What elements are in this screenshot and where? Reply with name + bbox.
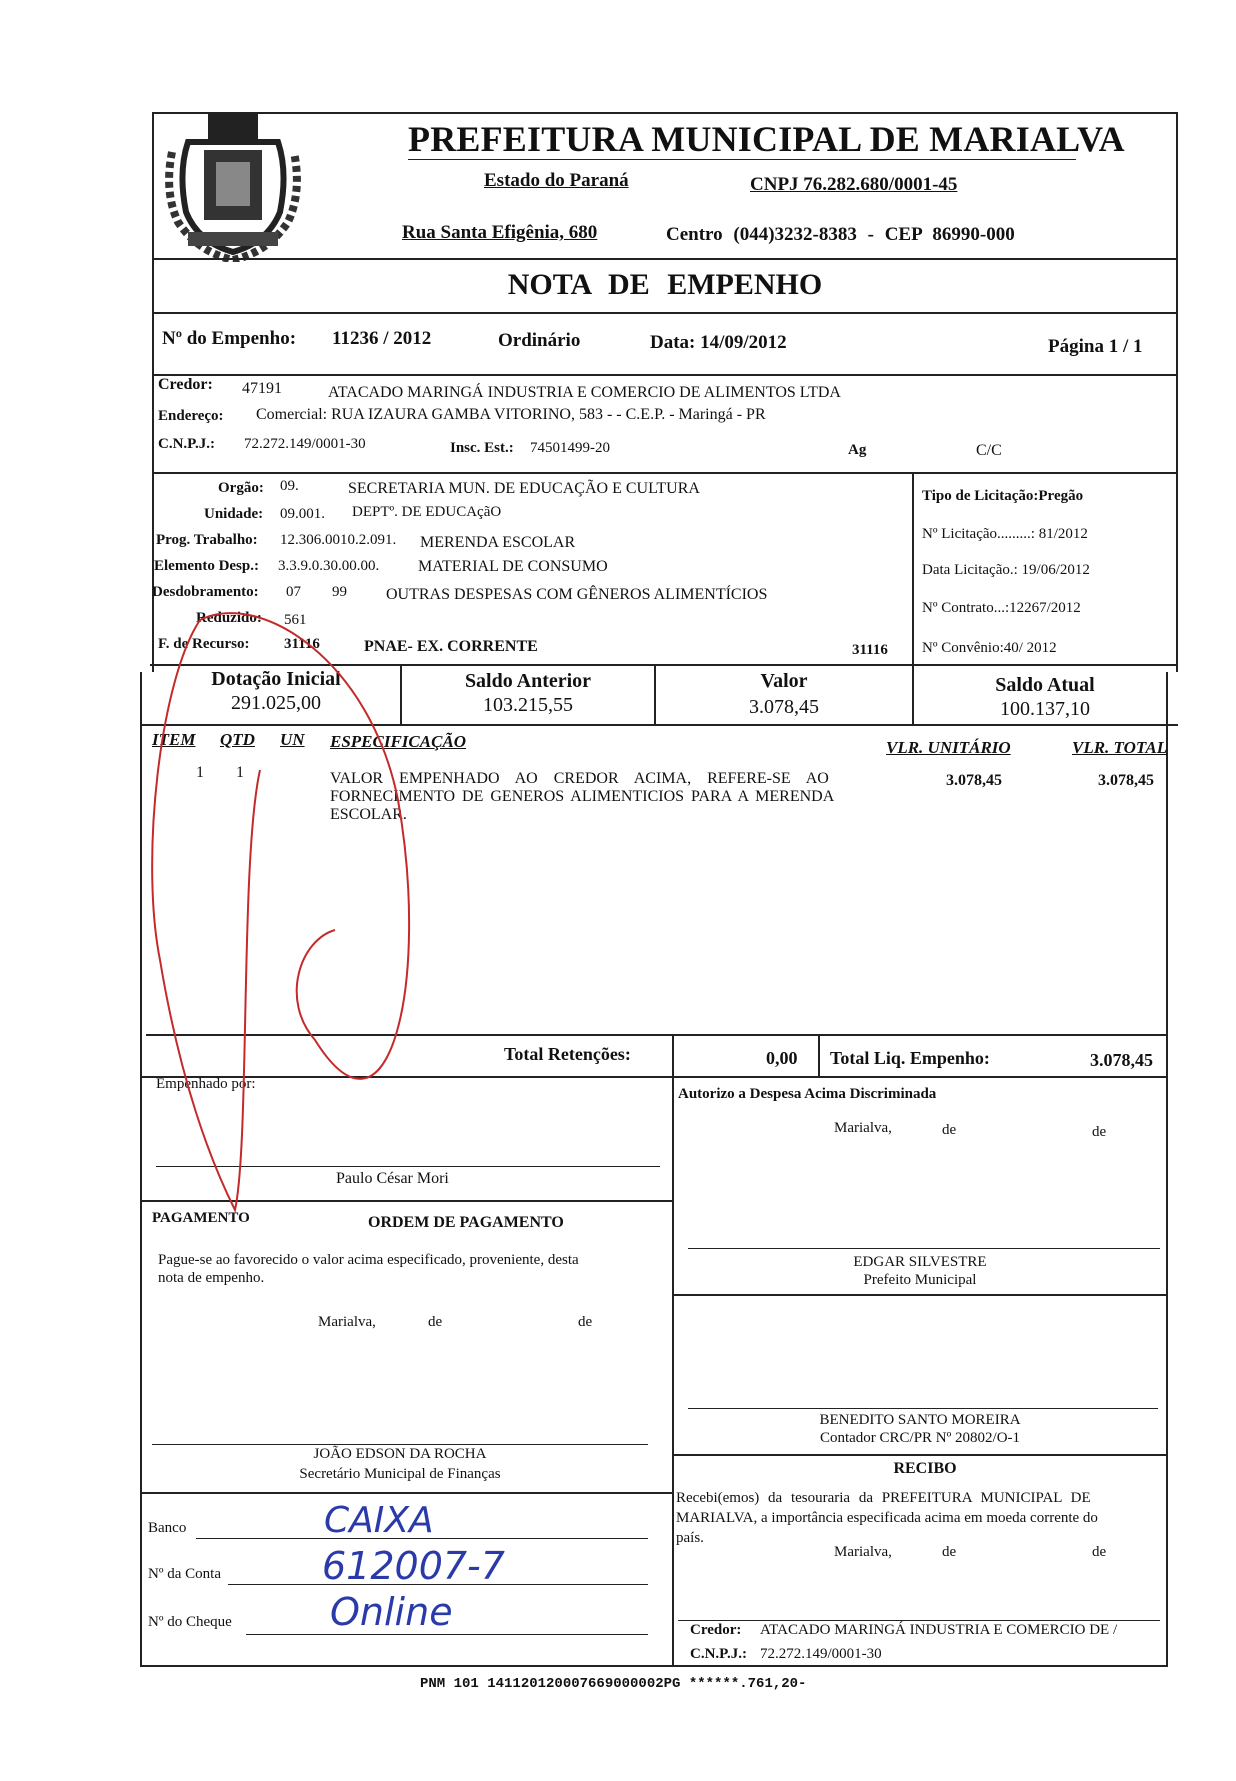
recibo-de2: de (1092, 1544, 1107, 1560)
total-liquido-value: 3.078,45 (1090, 1050, 1153, 1070)
pagamento-label: PAGAMENTO (152, 1210, 250, 1226)
recibo-text-line3: país. (676, 1530, 704, 1546)
desd-b: 99 (332, 584, 347, 600)
credor-code: 47191 (242, 380, 282, 397)
cc-label: C/C (976, 442, 1002, 459)
saldo-anterior-value: 103.215,55 (483, 694, 573, 716)
credor-insc: 74501499-20 (530, 440, 610, 456)
totais-vdiv-1 (672, 1034, 674, 1078)
autorizo-place: Marialva, (834, 1120, 892, 1136)
frame-bottom (140, 1665, 1168, 1667)
totais-vdiv-2 (818, 1034, 820, 1078)
recurso-code-right: 31116 (852, 642, 888, 658)
recibo-credor-label: Credor: (690, 1622, 742, 1638)
dotacao-value: 291.025,00 (231, 692, 321, 714)
elem-label: Elemento Desp.: (154, 558, 259, 574)
recibo-title: RECIBO (893, 1460, 957, 1477)
orgao-code: 09. (280, 478, 299, 494)
item-vlr-unit: 3.078,45 (946, 772, 1002, 789)
pagamento-text-line1: Pague-se ao favorecido o valor acima especificado, proveniente, desta (158, 1252, 579, 1268)
pagamento-de1: de (428, 1314, 443, 1330)
recibo-sign-line (678, 1620, 1160, 1621)
empenho-number-label: Nº do Empenho: (162, 328, 297, 349)
pagamento-de2: de (578, 1314, 593, 1330)
banco-label: Banco (148, 1520, 187, 1536)
saldo-anterior-label: Saldo Anterior (464, 670, 592, 692)
saldo-atual-label: Saldo Atual (995, 674, 1095, 696)
item-espec-line2: FORNECIMENTO DE GENEROS ALIMENTICIOS PARA A MERENDA (330, 788, 835, 805)
contador-role: Contador CRC/PR Nº 20802/O-1 (819, 1430, 1021, 1446)
municipal-coat-of-arms-icon (158, 102, 308, 262)
reduzido-label: Reduzido: (196, 610, 262, 626)
frame-right (1176, 112, 1178, 672)
pagamento-place: Marialva, (318, 1314, 376, 1330)
licitacao-convenio: Nº Convênio:40/ 2012 (922, 640, 1057, 656)
conta-handwritten: 612007-7 (322, 1544, 505, 1588)
handwritten-red-mark (140, 600, 460, 1240)
col-qtd: QTD (220, 730, 255, 749)
total-retencoes-value: 0,00 (766, 1048, 798, 1068)
recibo-cnpj-label: C.N.P.J.: (690, 1646, 747, 1662)
doctitle-divider (152, 312, 1178, 314)
credor-cnpj: 72.272.149/0001-30 (244, 436, 366, 452)
valor-value: 3.078,45 (749, 696, 819, 718)
elem-code: 3.3.9.0.30.00.00. (278, 558, 380, 574)
recibo-cnpj: 72.272.149/0001-30 (760, 1646, 882, 1662)
prog-label: Prog. Trabalho: (156, 532, 258, 548)
header-district-phone-cep: Centro (044)3232-8383 - CEP 86990-000 (666, 224, 1015, 245)
header-divider (152, 258, 1178, 260)
unidade-code: 09.001. (280, 506, 325, 522)
recibo-text-line1: Recebi(emos) da tesouraria da PREFEITURA MUNICIPAL DE (676, 1490, 1091, 1506)
reduzido-code: 561 (284, 612, 307, 628)
credor-address: Comercial: RUA IZAURA GAMBA VITORINO, 583 - - C.E.P. - Maringá - PR (256, 406, 766, 423)
empenho-date: Data: 14/09/2012 (650, 332, 787, 353)
pagamento-text-line2: nota de empenho. (158, 1270, 265, 1286)
address-label: Endereço: (158, 408, 224, 424)
lower-vdivider (672, 1076, 674, 1665)
unidade-desc: DEPTº. DE EDUCAçãO (352, 504, 502, 520)
col-espec: ESPECIFICAÇÃO (330, 732, 467, 751)
secretario-sign-line (152, 1444, 648, 1445)
desd-desc: OUTRAS DESPESAS COM GÊNEROS ALIMENTÍCIOS (386, 586, 768, 603)
item-espec-line1: VALOR EMPENHADO AO CREDOR ACIMA, REFERE-SE AO (330, 770, 829, 787)
col-vlr-total: VLR. TOTAL (1072, 738, 1168, 757)
col-vlr-unit: VLR. UNITÁRIO (886, 738, 1011, 757)
prefeito-role: Prefeito Municipal (863, 1272, 977, 1288)
desd-label: Desdobramento: (152, 584, 259, 600)
orgao-label: Orgão: (218, 480, 264, 496)
autorizo-de2: de (1092, 1124, 1107, 1140)
conta-label: Nº da Conta (148, 1566, 221, 1582)
state-name: Estado do Paraná (484, 170, 629, 191)
cheque-label: Nº do Cheque (148, 1614, 232, 1630)
licitacao-tipo: Tipo de Licitação:Pregão (922, 488, 1084, 504)
secretario-role: Secretário Municipal de Finanças (299, 1466, 501, 1482)
recibo-place: Marialva, (834, 1544, 892, 1560)
cheque-line (246, 1634, 648, 1635)
empenhado-por-name: Paulo César Mori (336, 1170, 449, 1187)
item-number: 1 (196, 764, 204, 781)
cnpj-label: C.N.P.J.: (158, 436, 215, 452)
prefeito-sign-line (688, 1248, 1160, 1249)
col-un: UN (280, 730, 305, 749)
dotacao-label: Dotação Inicial (211, 668, 341, 690)
prefeito-bottom-line (672, 1294, 1168, 1296)
recurso-code: 31116 (284, 636, 320, 652)
banco-handwritten: CAIXA (324, 1500, 434, 1541)
empenhado-por-label: Empenhado por: (156, 1076, 256, 1092)
empenho-number: 11236 / 2012 (332, 328, 432, 349)
orgao-desc: SECRETARIA MUN. DE EDUCAÇÃO E CULTURA (348, 480, 700, 497)
credor-label: Credor: (158, 376, 213, 393)
cheque-handwritten: Online (330, 1590, 453, 1634)
licitacao-data: Data Licitação.: 19/06/2012 (922, 562, 1090, 578)
empenho-divider (152, 374, 1178, 376)
licitacao-numero: Nº Licitação.........: 81/2012 (922, 526, 1088, 542)
prefeito-name: EDGAR SILVESTRE (853, 1254, 987, 1270)
frame-right-lower (1166, 672, 1168, 1665)
credor-name: ATACADO MARINGÁ INDUSTRIA E COMERCIO DE ALIMENTOS LTDA (328, 384, 841, 401)
empenho-page: Página 1 / 1 (1048, 336, 1143, 357)
insc-label: Insc. Est.: (450, 440, 514, 456)
elem-desc: MATERIAL DE CONSUMO (418, 558, 608, 575)
licitacao-vdivider (912, 472, 914, 666)
licitacao-contrato: Nº Contrato...:12267/2012 (922, 600, 1081, 616)
prog-code: 12.306.0010.2.091. (280, 532, 397, 548)
footer-code: PNM 101 141120120007669000002PG ******.761,20- (420, 1676, 807, 1692)
header-address: Rua Santa Efigênia, 680 (402, 222, 598, 243)
header-cnpj: CNPJ 76.282.680/0001-45 (750, 174, 958, 195)
total-liquido-label: Total Liq. Empenho: (830, 1048, 990, 1068)
recibo-top-line (672, 1454, 1168, 1456)
item-qtd: 1 (236, 764, 244, 781)
prog-desc: MERENDA ESCOLAR (420, 534, 576, 551)
col-item: ITEM (152, 730, 196, 749)
empenho-type: Ordinário (498, 330, 581, 351)
contador-name: BENEDITO SANTO MOREIRA (819, 1412, 1021, 1428)
secretario-name: JOÃO EDSON DA ROCHA (313, 1446, 487, 1462)
prefeitura-title: PREFEITURA MUNICIPAL DE MARIALVA (408, 119, 1125, 159)
contador-sign-line (688, 1408, 1158, 1409)
autorizo-label: Autorizo a Despesa Acima Discriminada (678, 1086, 937, 1102)
item-vlr-total: 3.078,45 (1098, 772, 1154, 789)
recibo-de1: de (942, 1544, 957, 1560)
unidade-label: Unidade: (204, 506, 264, 522)
saldo-atual-value: 100.137,10 (1000, 698, 1090, 720)
title-underline (408, 159, 1076, 160)
ordem-pagamento-label: ORDEM DE PAGAMENTO (368, 1214, 564, 1231)
valor-label: Valor (760, 670, 808, 692)
item-espec-line3: ESCOLAR. (330, 806, 407, 823)
banco-top-line (140, 1492, 672, 1494)
autorizo-de1: de (942, 1122, 957, 1138)
ag-label: Ag (848, 442, 867, 458)
recurso-desc: PNAE- EX. CORRENTE (364, 638, 538, 655)
recibo-credor: ATACADO MARINGÁ INDUSTRIA E COMERCIO DE / (760, 1622, 1118, 1638)
recibo-text-line2: MARIALVA, a importância especificada acima em moeda corrente do (676, 1510, 1098, 1526)
total-retencoes-label: Total Retenções: (504, 1044, 631, 1064)
desd-a: 07 (286, 584, 301, 600)
credor-divider (152, 472, 1178, 474)
recurso-label: F. de Recurso: (158, 636, 250, 652)
doc-title: NOTA DE EMPENHO (507, 268, 823, 301)
